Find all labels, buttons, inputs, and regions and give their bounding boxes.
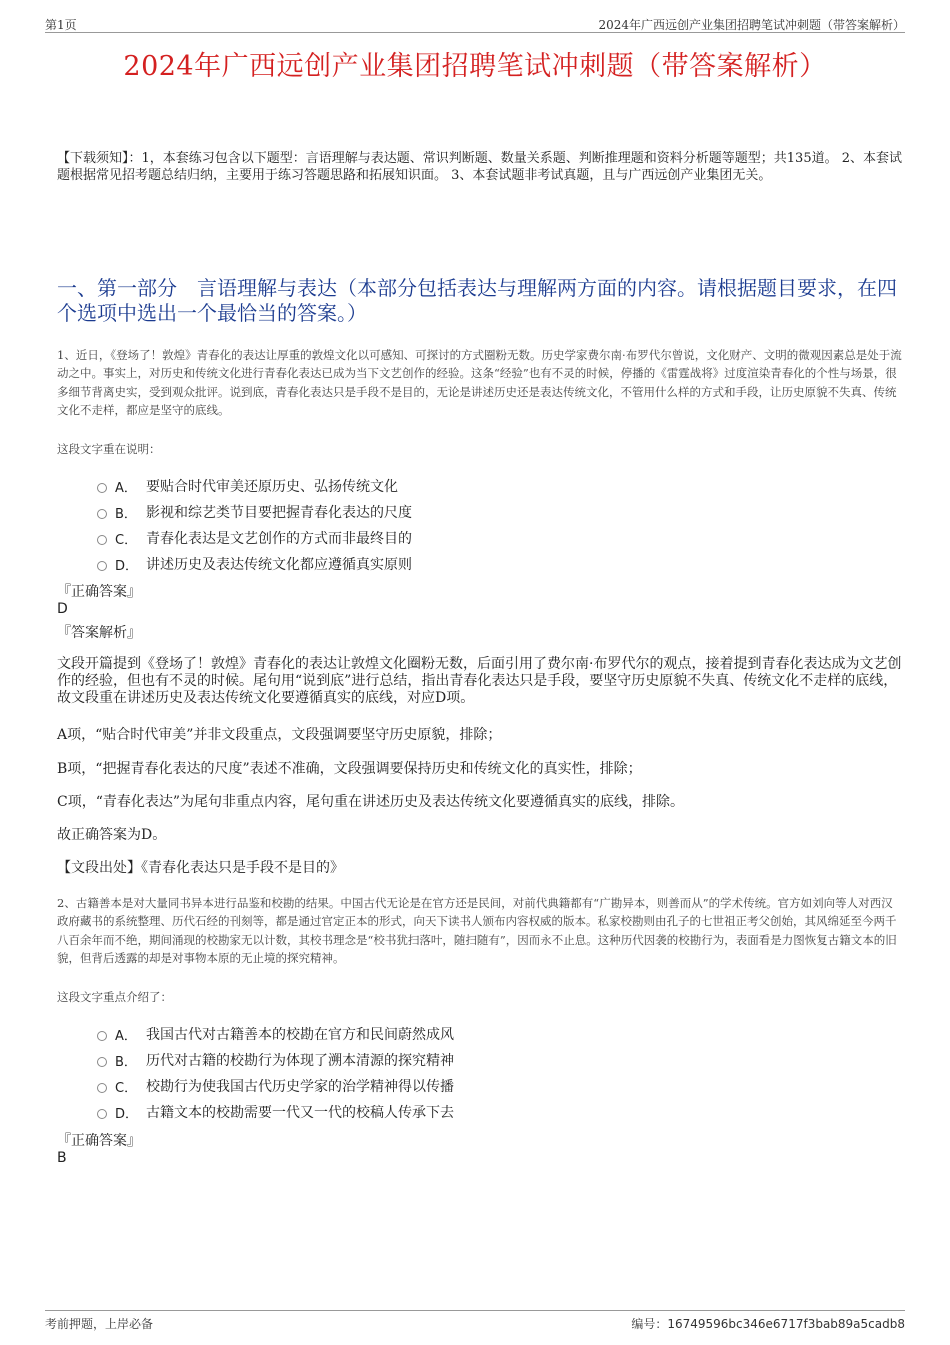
document-title: 2024年广西远创产业集团招聘笔试冲刺题（带答案解析） (123, 51, 827, 82)
radio-icon[interactable] (97, 1057, 107, 1067)
option-d[interactable]: D． 讲述历史及表达传统文化都应遵循真实原则 (97, 551, 412, 577)
option-b[interactable]: B． 影视和综艺类节目要把握青春化表达的尺度 (97, 499, 412, 525)
footer-code: 编号：16749596bc346e6717f3bab89a5cadb8 (631, 1317, 905, 1331)
question-2-prompt: 这段文字重点介绍了： (57, 990, 172, 1004)
option-d[interactable]: D． 古籍文本的校勘需要一代又一代的校稿人传承下去 (97, 1099, 454, 1125)
radio-icon[interactable] (97, 1031, 107, 1041)
answer-value: B (57, 1150, 67, 1166)
footer-slogan: 考前押题，上岸必备 (45, 1317, 154, 1331)
radio-icon[interactable] (97, 1083, 107, 1093)
header-doc-title: 2024年广西远创产业集团招聘笔试冲刺题（带答案解析） (598, 18, 905, 32)
question-1-text: 1、近日，《登场了！敦煌》青春化的表达让厚重的敦煌文化以可感知、可探讨的方式圈粉无数。历史学家费尔南·布罗代尔曾说，文化财产、文明的微观因素总是处于流动之中。事实上，对历史和传统文化进行青春化表达已成为当下文艺创作的经验。这条“经验”也有不灵的时候，停播的《雷霆战将》过度渲染青春化的个性与场景，很多细节背离史实，受到观众批评。说到底，青春化表达只是手段不是目的，无论是讲述历史还是表达传统文化，不管用什么样的方式和手段，让历史原貌不失真、传统文化不走样，都应是坚守的底线。 (57, 348, 902, 417)
radio-icon[interactable] (97, 561, 107, 571)
page-number: 第1页 (45, 18, 77, 32)
option-a[interactable]: A． 我国古代对古籍善本的校勘在官方和民间蔚然成风 (97, 1021, 454, 1047)
download-notice: 【下载须知】：1，本套练习包含以下题型：言语理解与表达题、常识判断题、数量关系题、判断推理题和资料分析题等题型；共135道。 2、本套试题根据常见招考题总结归纳，主要用于练习答题思路和拓展知识面。 3、本套试题非考试真题，且与广西远创产业集团无关。 (57, 151, 902, 183)
analysis-conclusion: 故正确答案为D。 (57, 827, 167, 843)
analysis-option-c: C项，“青春化表达”为尾句非重点内容，尾句重在讲述历史及表达传统文化要遵循真实的底线，排除。 (57, 794, 685, 810)
page-header (45, 14, 905, 33)
analysis-label: 『答案解析』 (57, 625, 141, 641)
analysis-option-a: A项，“贴合时代审美”并非文段重点，文段强调要坚守历史原貌，排除； (57, 727, 502, 743)
analysis-option-b: B项，“把握青春化表达的尺度”表述不准确，文段强调要保持历史和传统文化的真实性，排除； (57, 761, 642, 777)
question-2-text: 2、古籍善本是对大量同书异本进行品鉴和校勘的结果。中国古代无论是在官方还是民间，对前代典籍都有“广勘异本，则善而从”的学术传统。官方如刘向等人对西汉政府藏书的系统整理、历代石经的刊刻等，都是通过官定正本的形式，向天下读书人颁布内容权威的版本。私家校勘则由孔子的七世祖正考父创始，其风绵延至今两千八百余年而不绝，期间涌现的校勘家无以计数，其校书理念是“校书犹扫落叶，随扫随有”，因而永不止息。这种历代因袭的校勘行为，表面看是力图恢复古籍文本的旧貌，但背后透露的却是对事物本原的无止境的探究精神。 (57, 896, 897, 965)
option-c[interactable]: C． 青春化表达是文艺创作的方式而非最终目的 (97, 525, 412, 551)
radio-icon[interactable] (97, 1109, 107, 1119)
page-footer (45, 1310, 905, 1331)
question-1-prompt: 这段文字重在说明： (57, 442, 161, 456)
question-2-options (97, 1021, 454, 1125)
answer-label: 『正确答案』 (57, 1133, 141, 1149)
section-title: 一、第一部分 言语理解与表达（本部分包括表达与理解两方面的内容。请根据题目要求，在四个选项中选出一个最恰当的答案。） (57, 276, 897, 325)
answer-label: 『正确答案』 (57, 584, 141, 600)
radio-icon[interactable] (97, 535, 107, 545)
radio-icon[interactable] (97, 509, 107, 519)
analysis-source: 【文段出处】《青春化表达只是手段不是目的》 (57, 860, 344, 876)
option-a[interactable]: A． 要贴合时代审美还原历史、弘扬传统文化 (97, 473, 412, 499)
analysis-paragraph: 文段开篇提到《登场了！敦煌》青春化的表达让敦煌文化圈粉无数，后面引用了费尔南·布罗代尔的观点，接着提到青春化表达成为文艺创作的经验，但也有不灵的时候。尾句用“说到底”进行总结，指出青春化表达只是手段，要坚守历史原貌不失真、传统文化不走样的底线，故文段重在讲述历史及表达传统文化要遵循真实的底线，对应D项。 (57, 656, 902, 706)
radio-icon[interactable] (97, 483, 107, 493)
option-c[interactable]: C． 校勘行为使我国古代历史学家的治学精神得以传播 (97, 1073, 454, 1099)
option-b[interactable]: B． 历代对古籍的校勘行为体现了溯本清源的探究精神 (97, 1047, 454, 1073)
question-1-options (97, 473, 412, 577)
answer-value: D (57, 601, 68, 617)
